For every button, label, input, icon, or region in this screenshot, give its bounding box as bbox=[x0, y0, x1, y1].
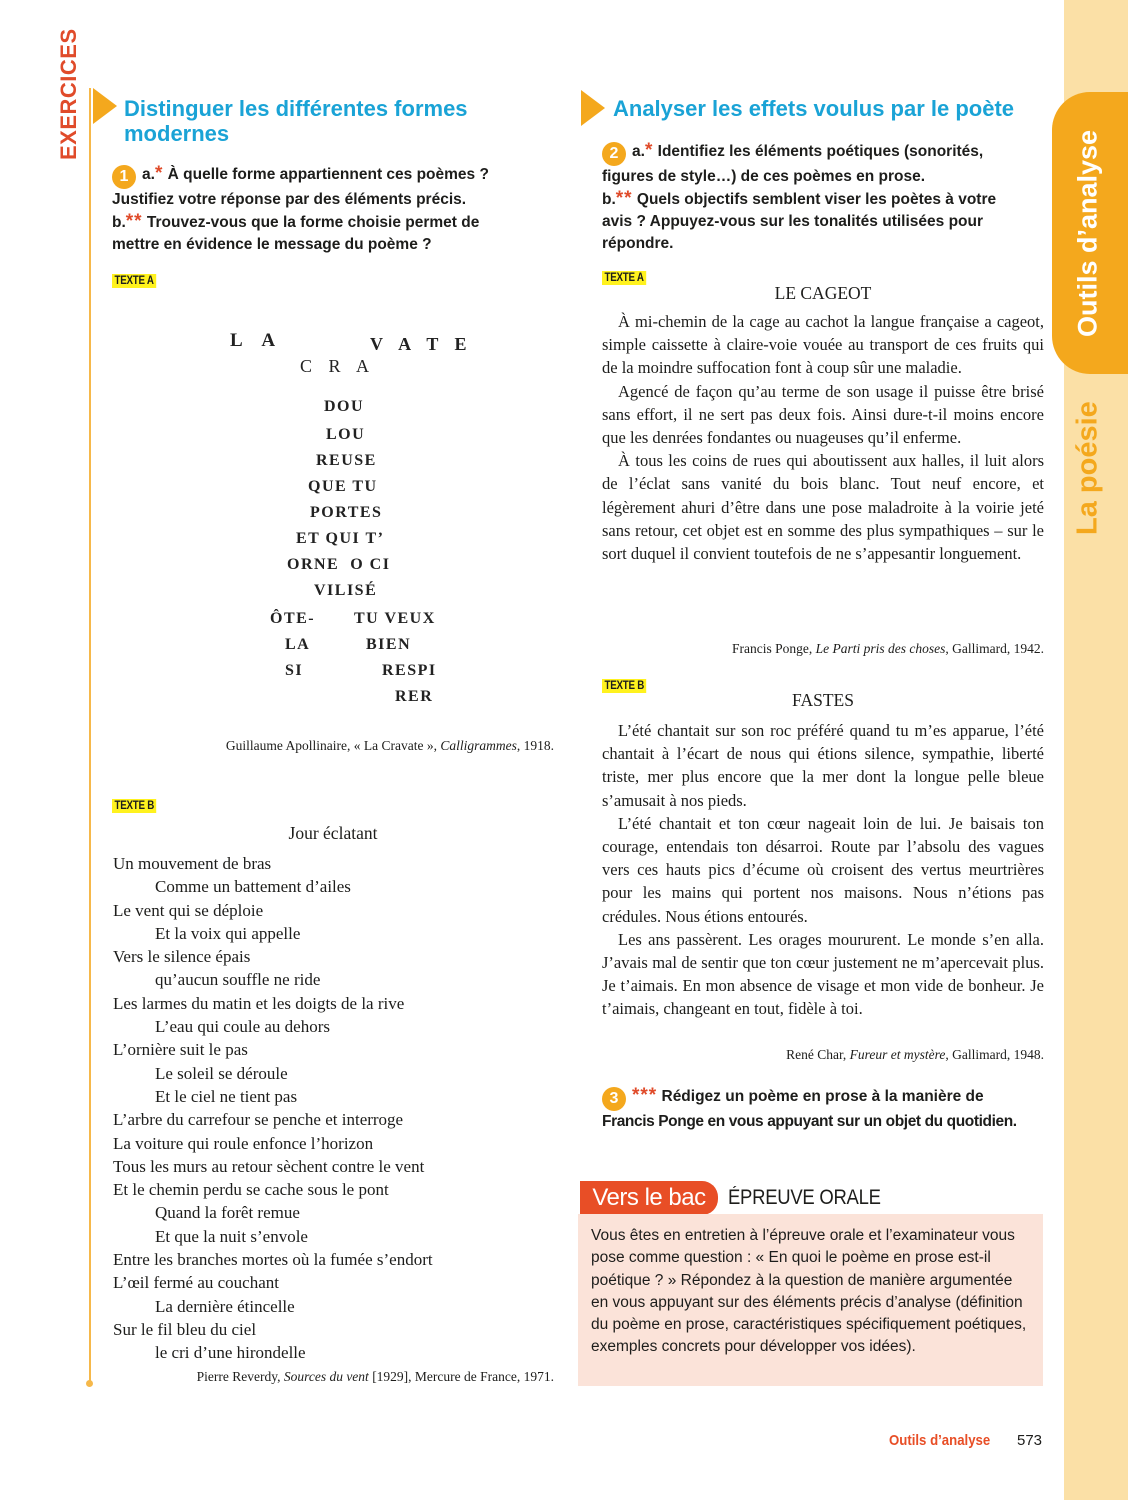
prose-title-cageot: LE CAGEOT bbox=[774, 283, 872, 303]
vers-le-bac-label: Vers le bac bbox=[580, 1181, 718, 1215]
calligram-line: LA bbox=[285, 636, 311, 653]
calligram-cra: C R A bbox=[300, 356, 376, 376]
texte-a-citation: Guillaume Apollinaire, « La Cravate », Calligrammes, 1918. bbox=[225, 738, 554, 753]
calligram-line: BIEN bbox=[366, 636, 412, 653]
poem-line: Un mouvement de bras bbox=[113, 854, 272, 873]
poem-line: L’œil fermé au couchant bbox=[113, 1273, 279, 1293]
poem-line: Comme un battement d’ailes bbox=[155, 877, 351, 897]
poem-line: Tous les murs au retour sèchent contre le vent bbox=[113, 1156, 425, 1176]
side-tab-outils-label: Outils d’analyse bbox=[1072, 129, 1103, 337]
page-number: 573 bbox=[1017, 1432, 1043, 1449]
question-number-badge: 1 bbox=[112, 165, 136, 189]
texte-b-citation: Pierre Reverdy, Sources du vent [1929], Mercure de France, 1971. bbox=[196, 1369, 554, 1384]
calligram-line: REUSE bbox=[316, 452, 377, 469]
poem-jour-eclatant bbox=[113, 852, 563, 1365]
calligram-la: L A bbox=[230, 330, 284, 351]
texte-a-tag: TEXTE A bbox=[112, 271, 164, 289]
poem-line: Et que la nuit s’envole bbox=[155, 1226, 308, 1246]
calligram-line: RER bbox=[395, 688, 434, 705]
calligram-line: ORNE O CI bbox=[287, 556, 391, 573]
prose-fastes: L’été chantait sur son roc préféré quand tu m’es apparue, l’été chantait à l’écart de nous qui étions silence, sympathie, liberté triste, mer plus encore que la mer dont la longue pelle bleue s’amusait à nos pieds. L’été chantait et ton cœur nageait loin de lui. Je baisais ton courage, entendais ton désarroi. Route par l’absolu des vagues vers ces hauts pics d’écume où croisent des vertus meurtrières pour les mains qui portent nos maisons. Nous n’étions pas crédules. Nous étions entourés. Les ans passèrent. Les orages moururent. Le monde s’en alla. J’avais mal de sentir que ton cœur justement ne m’apercevait plus. Je t’aimais. En mon absence de visage et mon vide de bonheur. Je t’aimais, changeant en tout, fidèle à toi. bbox=[602, 721, 1044, 1019]
poem-line: Entre les branches mortes où la fumée s’endort bbox=[113, 1250, 433, 1270]
calligram-line: ET QUI T’ bbox=[296, 530, 385, 547]
prose-cageot: À mi-chemin de la cage au cachot la langue française a cageot, simple caissette à claire-voie vouée au transport de ces fruits qui de la moindre suffocation font à coup sûr une maladie. Agencé de façon qu’au terme de son usage il puisse être brisé sans effort, il ne sert pas deux fois. Ainsi dure-t-il moins encore que les denrées fondantes ou nuageuses qu’il enferme. À tous les coins de rues qui aboutissent aux halles, il luit alors de l’éclat sans vanité du bois blanc. Tout neuf encore, et légèrement ahuri d’être dans une pose maladroite à la voirie jeté sans retour, cet objet est en somme des plus sympathiques – sur le sort duquel il convient toutefois de ne s’appesantir longuement. bbox=[602, 312, 1044, 564]
poem-line: Le soleil se déroule bbox=[155, 1063, 288, 1083]
calligram-line: SI bbox=[285, 662, 304, 679]
section-arrow-icon bbox=[93, 88, 117, 124]
texte-b-tag-right: TEXTE B bbox=[602, 676, 654, 694]
calligram-line: ÔTE- bbox=[270, 610, 316, 627]
calligram-line: LOU bbox=[326, 426, 366, 443]
fastes-citation: René Char, Fureur et mystère, Gallimard, 1948. bbox=[786, 1047, 1044, 1062]
question-number-badge: 2 bbox=[602, 142, 626, 166]
calligram-line: PORTES bbox=[310, 504, 383, 521]
bac-text: Vous êtes en entretien à l’épreuve orale et l’examinateur vous pose comme question : « En quoi le poème en prose est-il poétique ? » Répondez à la question de manière argumentée en vous appuyant sur des éléments précis d’analyse (définition du poème en prose, caractéristiques spécifiquement poétiques, exemples concrets pour développer vos idées). bbox=[591, 1227, 1027, 1356]
poem-line: Sur le fil bleu du ciel bbox=[113, 1319, 257, 1339]
right-section-title: Analyser les effets voulus par le poète bbox=[613, 96, 1015, 121]
cageot-citation: Francis Ponge, Le Parti pris des choses, Gallimard, 1942. bbox=[732, 641, 1044, 656]
side-tab-poesie-label[interactable]: La poésie bbox=[1071, 401, 1104, 535]
margin-dot bbox=[86, 1380, 93, 1387]
poem-line: le cri d’une hirondelle bbox=[155, 1343, 306, 1363]
poem-line: La dernière étincelle bbox=[155, 1296, 295, 1316]
poem-title: Jour éclatant bbox=[288, 823, 378, 843]
question-2: 2 a.* Identifiez les éléments poétiques (sonorités, figures de style…) de ces poèmes en prose. b.** Quels objectifs semblent viser les poètes à votre avis ? Appuyez-vous sur les tonalités utilisées pour répondre. bbox=[602, 140, 997, 252]
calligram-line: RESPI bbox=[382, 662, 437, 679]
poem-line: Et le chemin perdu se cache sous le pont bbox=[113, 1180, 389, 1200]
calligram-vate: V A T E bbox=[370, 334, 473, 354]
poem-line: Quand la forêt remue bbox=[155, 1203, 300, 1223]
poem-line: L’arbre du carrefour se penche et interroge bbox=[113, 1110, 404, 1130]
prose-title-fastes: FASTES bbox=[792, 690, 854, 710]
section-arrow-icon bbox=[581, 90, 605, 126]
exercices-label: EXERCICES bbox=[56, 28, 81, 160]
poem-line: qu’aucun souffle ne ride bbox=[155, 970, 321, 990]
calligram-line: QUE TU bbox=[308, 478, 378, 495]
left-section-title: Distinguer les différentes formes modernes bbox=[124, 96, 468, 146]
epreuve-orale-heading: ÉPREUVE ORALE bbox=[728, 1186, 881, 1209]
poem-line: L’ornière suit le pas bbox=[113, 1040, 248, 1060]
texte-b-tag: TEXTE B bbox=[112, 796, 164, 814]
poem-line: Et le ciel ne tient pas bbox=[155, 1086, 298, 1106]
texte-a-tag-right: TEXTE A bbox=[602, 268, 654, 286]
calligram-line: DOU bbox=[324, 398, 365, 415]
poem-line: La voiture qui roule enfonce l’horizon bbox=[113, 1133, 374, 1153]
question-number-badge: 3 bbox=[602, 1087, 626, 1111]
question-1: 1 a.* À quelle forme appartiennent ces poèmes ? Justifiez votre réponse par des éléments précis. b.** Trouvez-vous que la forme choisie permet de mettre en évidence le message du poème ? bbox=[112, 163, 489, 253]
margin-line bbox=[89, 88, 91, 1384]
calligram-line: VILISÉ bbox=[314, 582, 378, 599]
poem-line: Vers le silence épais bbox=[113, 947, 251, 967]
poem-line: Les larmes du matin et les doigts de la rive bbox=[113, 993, 405, 1013]
poem-line: Et la voix qui appelle bbox=[155, 923, 301, 943]
footer-section: Outils d’analyse bbox=[889, 1432, 991, 1449]
poem-line: Le vent qui se déploie bbox=[113, 900, 264, 920]
poem-line: L’eau qui coule au dehors bbox=[155, 1017, 330, 1037]
calligram-line: TU VEUX bbox=[354, 610, 436, 627]
question-3: 3 *** Rédigez un poème en prose à la manière de Francis Ponge en vous appuyant sur un objet du quotidien. bbox=[602, 1085, 1017, 1130]
